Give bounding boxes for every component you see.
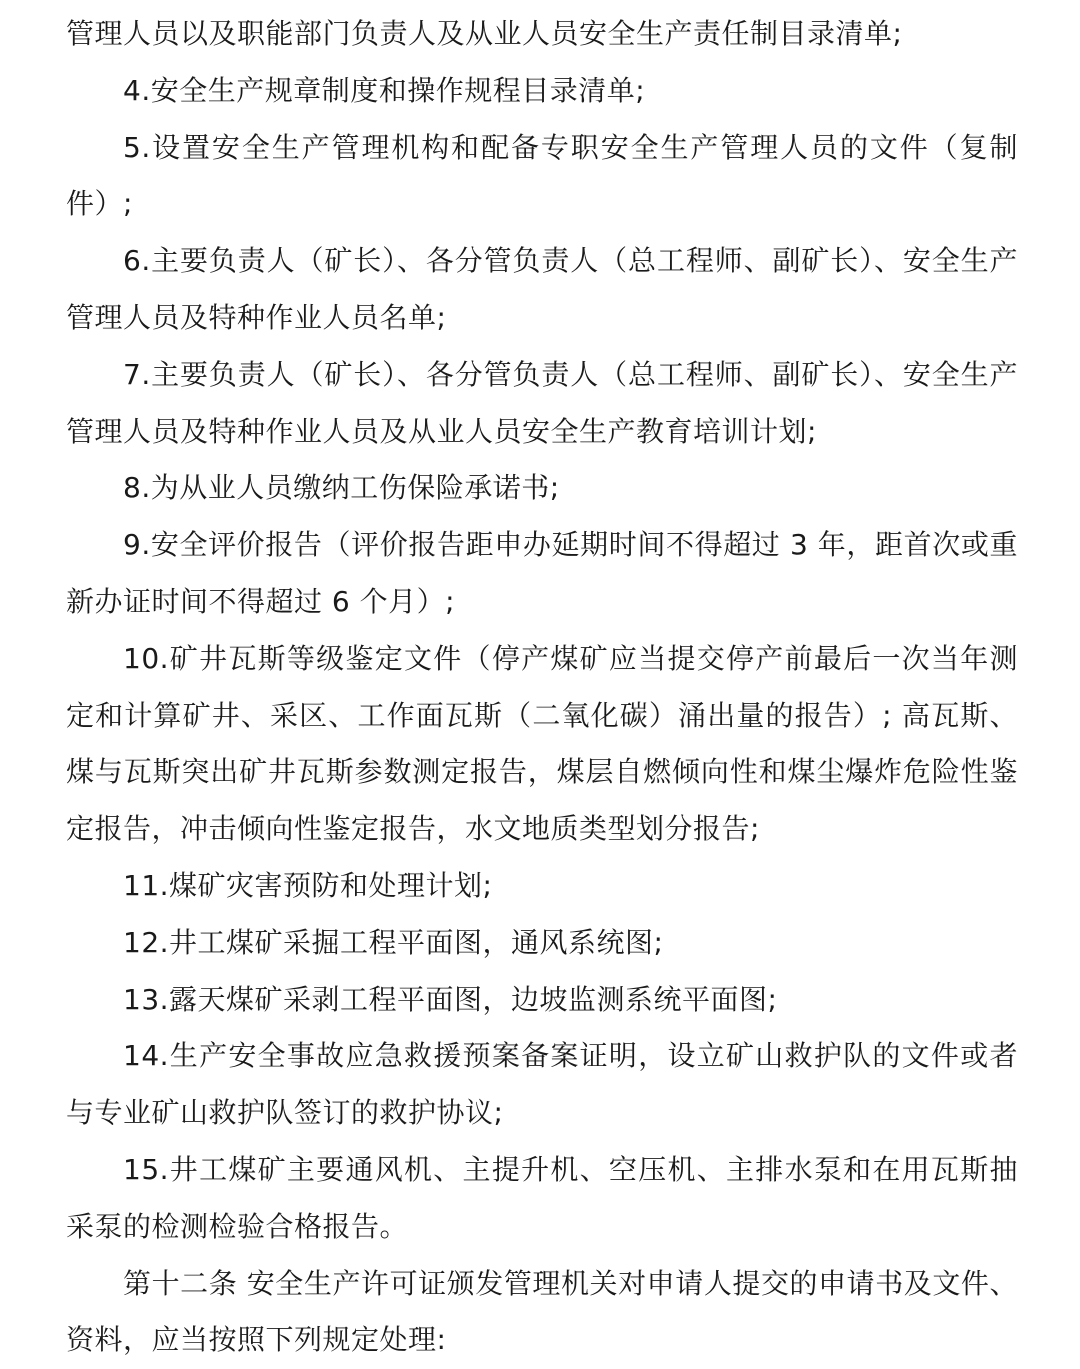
list-item-14: 14.生产安全事故应急救援预案备案证明，设立矿山救护队的文件或者与专业矿山救护队签订的救护协议;	[66, 1039, 1018, 1130]
list-item-5: 5.设置安全生产管理机构和配备专职安全生产管理人员的文件（复制件）;	[66, 130, 1018, 221]
list-item-4: 4.安全生产规章制度和操作规程目录清单;	[123, 73, 646, 107]
list-item-7: 7.主要负责人（矿长）、各分管负责人（总工程师、副矿长）、安全生产管理人员及特种作业人员及从业人员安全生产教育培训计划;	[66, 357, 1018, 448]
document-page	[66, 6, 1018, 1369]
list-item-6: 6.主要负责人（矿长）、各分管负责人（总工程师、副矿长）、安全生产管理人员及特种作业人员名单;	[66, 244, 1018, 334]
list-item-11: 11.煤矿灾害预防和处理计划;	[123, 868, 493, 902]
paragraph-continuation: 管理人员以及职能部门负责人及从业人员安全生产责任制目录清单;	[66, 17, 903, 50]
list-item-15: 15.井工煤矿主要通风机、主提升机、空压机、主排水泵和在用瓦斯抽采泵的检测检验合格报告。	[66, 1152, 1018, 1243]
list-item-8: 8.为从业人员缴纳工伤保险承诺书;	[123, 471, 560, 505]
list-item-10: 10.矿井瓦斯等级鉴定文件（停产煤矿应当提交停产前最后一次当年测定和计算矿井、采区、工作面瓦斯（二氧化碳）涌出量的报告）; 高瓦斯、煤与瓦斯突出矿井瓦斯参数测定报告，煤层自燃倾向性和煤尘爆炸危险性鉴定报告，冲击倾向性鉴定报告，水文地质类型划分报告;	[66, 641, 1018, 846]
article-12-paragraph: 第十二条 安全生产许可证颁发管理机关对申请人提交的申请书及文件、资料，应当按照下列规定处理:	[66, 1266, 1018, 1357]
list-item-13: 13.露天煤矿采剥工程平面图，边坡监测系统平面图;	[123, 982, 778, 1016]
list-item-12: 12.井工煤矿采掘工程平面图，通风系统图;	[123, 925, 664, 959]
list-item-9: 9.安全评价报告（评价报告距申办延期时间不得超过 3 年，距首次或重新办证时间不得超过 6 个月）;	[66, 528, 1018, 618]
